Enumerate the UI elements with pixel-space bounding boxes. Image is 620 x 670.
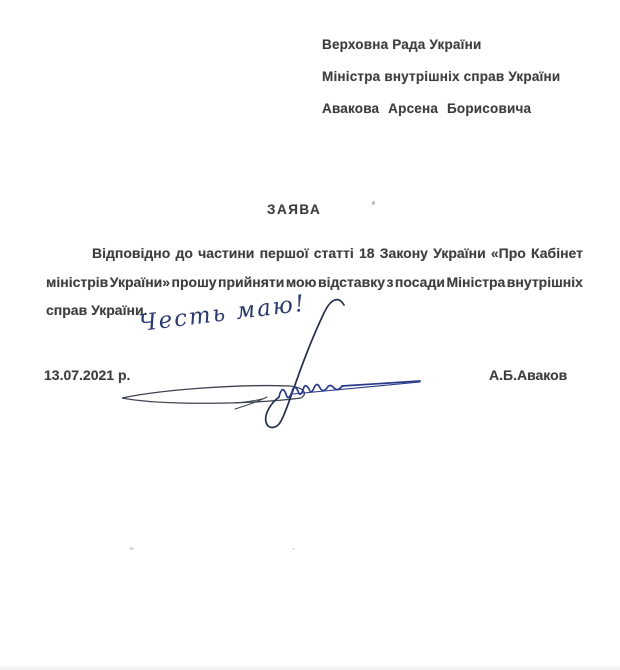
handwritten-note: Честь маю! bbox=[137, 290, 308, 337]
date: 13.07.2021 р. bbox=[44, 367, 131, 383]
scan-speck bbox=[129, 547, 134, 550]
addressee-line-recipient: Верховна Рада України bbox=[322, 37, 482, 52]
body-line-3: справ України. bbox=[46, 302, 148, 318]
signature-ascender-stroke bbox=[266, 300, 344, 428]
signature-tail-stroke bbox=[293, 382, 420, 394]
signature-ellipse-stroke bbox=[122, 386, 304, 404]
addressee-line-position: Міністра внутрішніх справ України bbox=[322, 69, 561, 84]
signatory-name: А.Б.Аваков bbox=[489, 367, 568, 383]
scan-edge-shadow bbox=[0, 665, 620, 670]
document-title: ЗАЯВА bbox=[267, 202, 322, 217]
scan-speck bbox=[292, 548, 295, 550]
body-line-1: Відповідно до частини першої статті 18 Закону України «Про Кабінет bbox=[92, 245, 583, 261]
addressee-line-name: Авакова Арсена Борисовича bbox=[322, 101, 532, 116]
handwritten-signature bbox=[95, 290, 435, 440]
body-line-2: міністрів України» прошу прийняти мою відставку з посади Міністра внутрішніх bbox=[46, 273, 583, 290]
signature-arrow-strokes bbox=[231, 397, 267, 409]
scan-speck bbox=[371, 201, 375, 206]
addressee-block bbox=[322, 29, 560, 125]
